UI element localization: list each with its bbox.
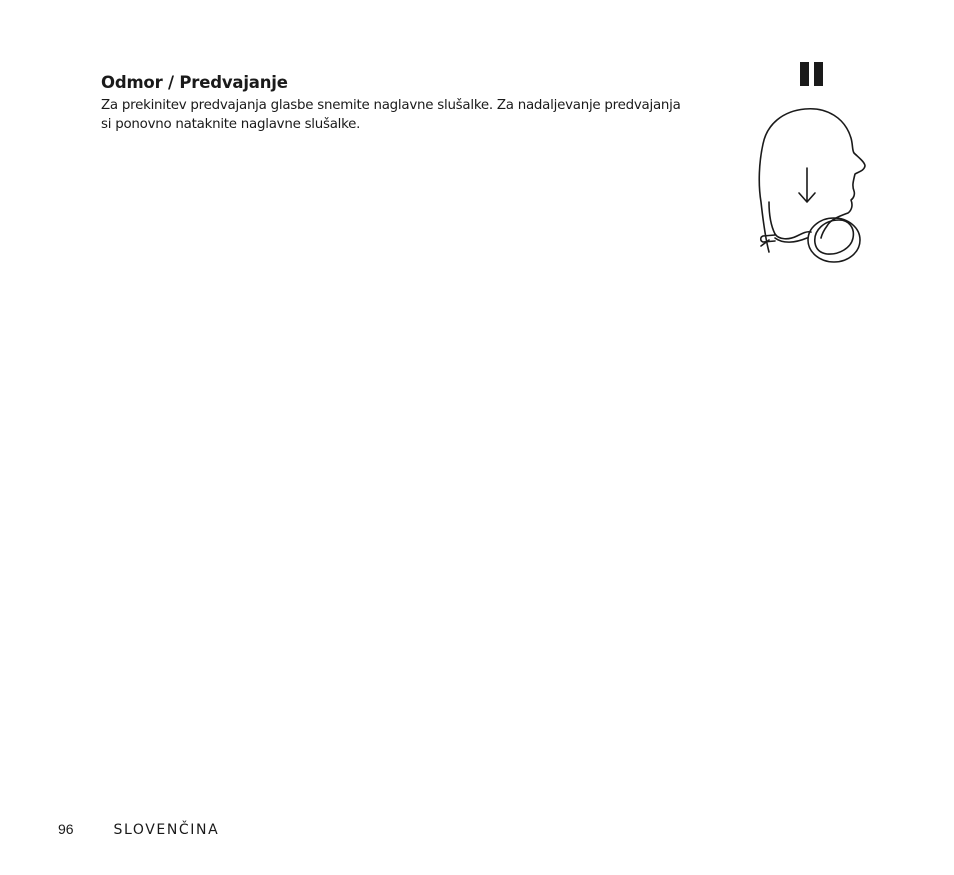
section-body-line-2: si ponovno nataknite naglavne slušalke. xyxy=(101,117,361,132)
pause-icon xyxy=(800,62,824,86)
pause-bar-left xyxy=(800,62,809,86)
section-title: Odmor / Predvajanje xyxy=(101,73,288,92)
page-number: 96 xyxy=(58,821,74,837)
neck-outline xyxy=(769,202,775,234)
head-outline xyxy=(759,109,865,252)
section-body xyxy=(101,96,731,134)
head-with-headphones-icon xyxy=(755,102,870,272)
footer-language: SLOVENČINA xyxy=(113,822,220,838)
pause-play-section xyxy=(101,73,731,134)
page-footer xyxy=(58,819,219,840)
down-arrow-icon xyxy=(799,168,815,202)
pause-bar-right xyxy=(814,62,823,86)
section-body-line-1: Za prekinitev predvajanja glasbe snemite naglavne slušalke. Za nadaljevanje predvajanja xyxy=(101,98,681,113)
